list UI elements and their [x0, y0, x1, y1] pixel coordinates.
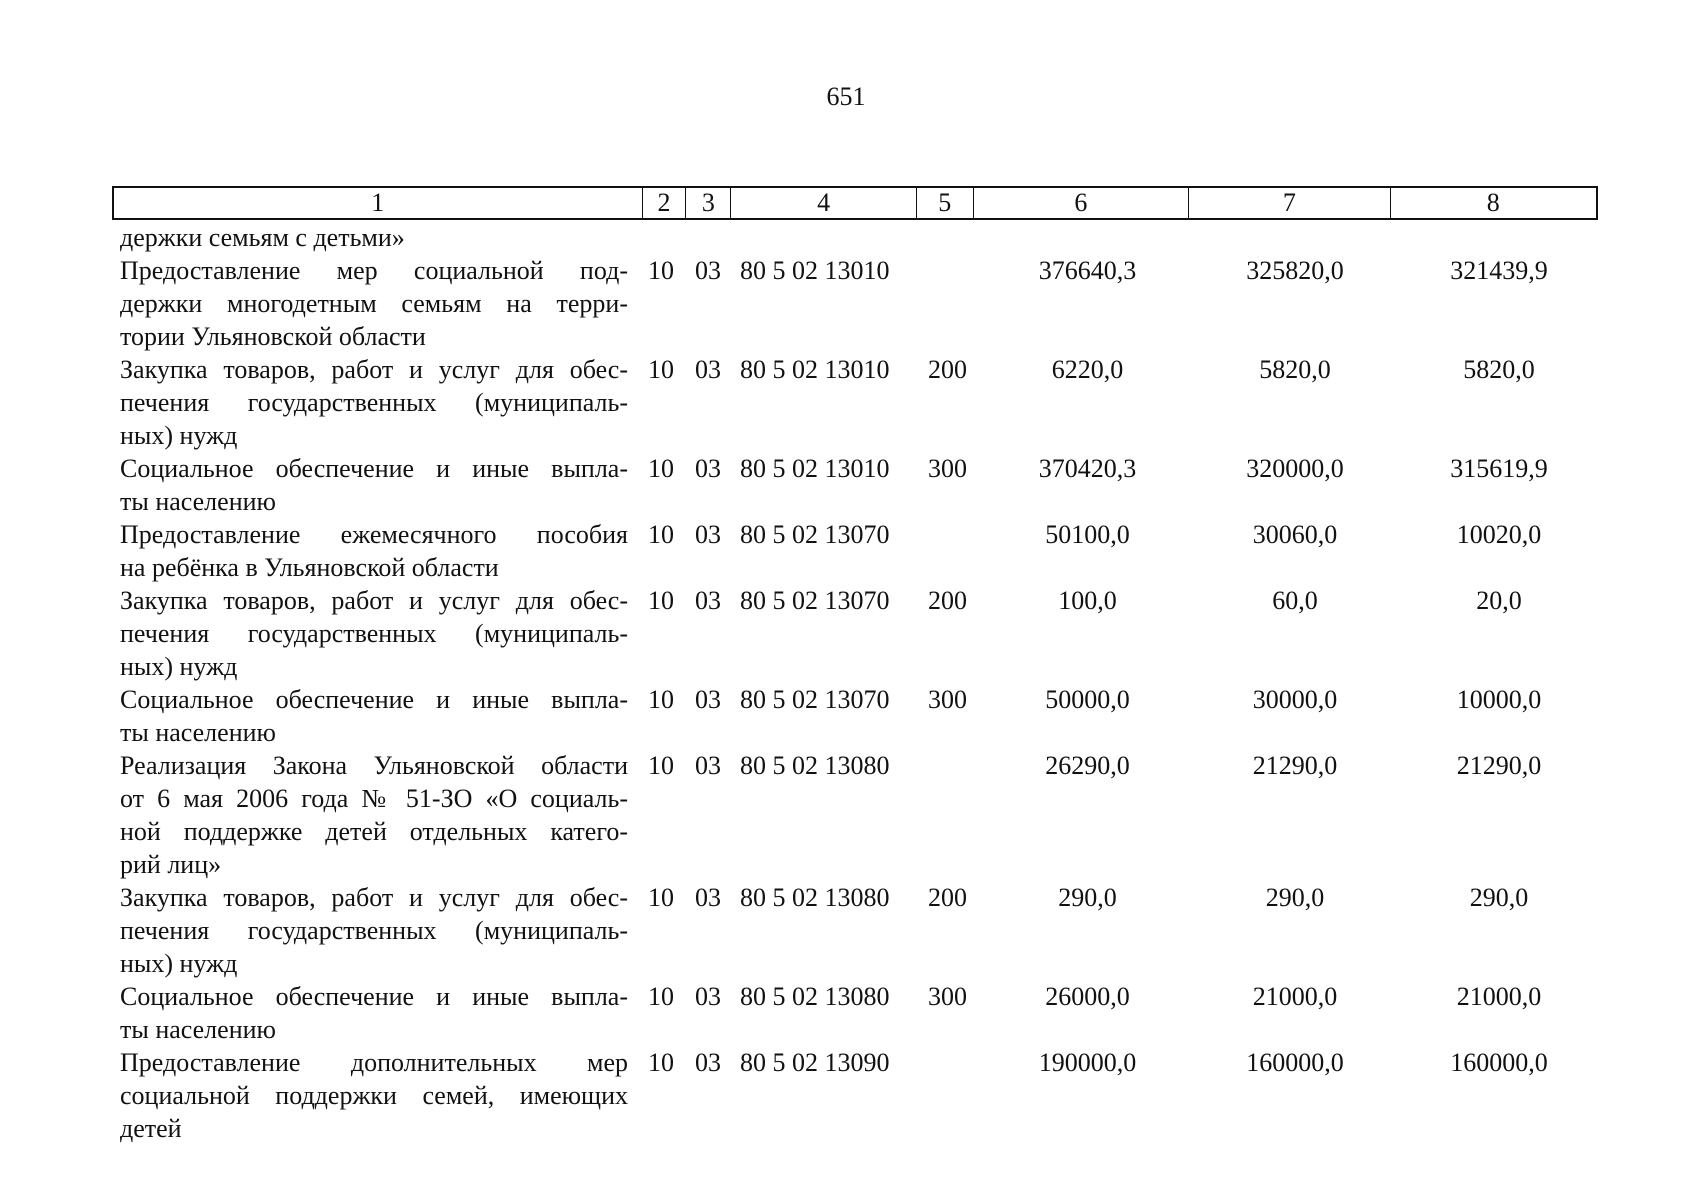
cell-col-4: 80 5 02 13070	[740, 586, 890, 615]
cell-col-8: 10000,0	[1456, 685, 1542, 714]
cell-col-7: 60,0	[1272, 586, 1318, 615]
cell-col-6: 50100,0	[1045, 520, 1130, 549]
cell-col-2: 10	[648, 685, 674, 714]
cell-col-5: 200	[928, 883, 967, 912]
description-line: рий лиц»	[120, 850, 222, 879]
cell-col-5: 300	[928, 982, 967, 1011]
cell-col-2: 10	[648, 355, 674, 384]
row-description	[120, 749, 628, 881]
description-line: ты населению	[120, 1015, 276, 1044]
description-line: Закупка товаров, работ и услуг для обес-	[120, 883, 628, 912]
description-line: Закупка товаров, работ и услуг для обес-	[120, 355, 628, 384]
cell-col-4: 80 5 02 13070	[740, 685, 890, 714]
table-row	[120, 353, 1600, 452]
description-line: печения государственных (муниципаль-	[120, 388, 628, 417]
table-row	[120, 881, 1600, 980]
description-line: держки многодетным семьям на терри-	[120, 289, 628, 318]
table-row	[120, 1046, 1600, 1145]
cell-col-3: 03	[695, 751, 721, 780]
cell-col-2: 10	[648, 520, 674, 549]
description-line: ных) нужд	[120, 652, 238, 681]
description-line: детей	[120, 1114, 182, 1143]
cell-col-8: 315619,9	[1450, 454, 1548, 483]
cell-col-2: 10	[648, 256, 674, 285]
description-line: печения государственных (муниципаль-	[120, 916, 628, 945]
cell-col-7: 5820,0	[1259, 355, 1331, 384]
cell-col-6: 26000,0	[1045, 982, 1130, 1011]
cell-col-8: 5820,0	[1463, 355, 1535, 384]
header-col-5: 5	[917, 188, 974, 218]
description-line: от 6 мая 2006 года № 51-ЗО «О социаль-	[120, 784, 628, 813]
table-row	[120, 749, 1600, 881]
row-description	[120, 1046, 628, 1145]
cell-col-7: 290,0	[1265, 883, 1325, 912]
cell-col-7: 21290,0	[1252, 751, 1338, 780]
cell-col-3: 03	[695, 454, 721, 483]
cell-col-2: 10	[648, 982, 674, 1011]
cell-col-8: 10020,0	[1456, 520, 1542, 549]
description-line: социальной поддержки семей, имеющих	[120, 1081, 628, 1110]
row-description	[120, 254, 628, 353]
continuation-row	[120, 221, 1600, 254]
cell-col-8: 21290,0	[1456, 751, 1542, 780]
cell-col-6: 26290,0	[1045, 751, 1130, 780]
cell-col-7: 30000,0	[1252, 685, 1338, 714]
cell-col-7: 325820,0	[1246, 256, 1344, 285]
row-description	[120, 881, 628, 980]
cell-col-7: 160000,0	[1246, 1048, 1344, 1077]
cell-col-3: 03	[695, 586, 721, 615]
cell-col-7: 21000,0	[1252, 982, 1338, 1011]
cell-col-8: 20,0	[1476, 586, 1522, 615]
cell-col-5: 300	[928, 454, 967, 483]
cell-col-4: 80 5 02 13070	[740, 520, 890, 549]
header-col-4: 4	[731, 188, 917, 218]
description-line: Предоставление ежемесячного пособия	[120, 520, 628, 549]
description-line: ты населению	[120, 718, 276, 747]
table-row	[120, 980, 1600, 1046]
cell-col-3: 03	[695, 982, 721, 1011]
description-line: ных) нужд	[120, 421, 238, 450]
cell-col-6: 190000,0	[1038, 1048, 1137, 1077]
cell-col-2: 10	[648, 586, 674, 615]
cell-col-6: 376640,3	[1038, 256, 1137, 285]
cell-col-7: 320000,0	[1246, 454, 1344, 483]
cell-col-8: 21000,0	[1456, 982, 1542, 1011]
header-col-7: 7	[1189, 188, 1390, 218]
description-line: Предоставление дополнительных мер	[120, 1048, 628, 1077]
cell-col-6: 370420,3	[1038, 454, 1137, 483]
cell-col-2: 10	[648, 883, 674, 912]
description-line: Социальное обеспечение и иные выпла-	[120, 982, 628, 1011]
header-col-8: 8	[1486, 188, 1500, 217]
cell-col-6: 290,0	[1058, 883, 1117, 912]
header-col-3: 3	[686, 188, 731, 218]
table-rows	[120, 254, 1600, 1145]
cell-col-3: 03	[695, 520, 721, 549]
header-col-1: 1	[114, 188, 643, 218]
cell-col-4: 80 5 02 13010	[740, 256, 890, 285]
table-row	[120, 254, 1600, 353]
cell-col-5: 200	[928, 586, 967, 615]
row-description	[120, 353, 628, 452]
cell-col-6: 100,0	[1058, 586, 1117, 615]
cell-col-8: 160000,0	[1450, 1048, 1548, 1077]
cell-col-2: 10	[648, 454, 674, 483]
row-description	[120, 518, 628, 584]
cell-col-3: 03	[695, 355, 721, 384]
description-line: тории Ульяновской области	[120, 322, 426, 351]
cell-col-4: 80 5 02 13010	[740, 454, 890, 483]
description-line: печения государственных (муниципаль-	[120, 619, 628, 648]
cell-col-7: 30060,0	[1252, 520, 1338, 549]
cell-col-4: 80 5 02 13080	[740, 982, 890, 1011]
table-row	[120, 518, 1600, 584]
cell-col-8: 290,0	[1469, 883, 1529, 912]
cell-col-4: 80 5 02 13090	[740, 1048, 890, 1077]
cell-col-6: 50000,0	[1045, 685, 1130, 714]
cell-col-4: 80 5 02 13080	[740, 751, 890, 780]
cell-col-5: 200	[928, 355, 967, 384]
description-line: Предоставление мер социальной под-	[120, 256, 628, 285]
description-line: на ребёнка в Ульяновской области	[120, 553, 499, 582]
cell-col-3: 03	[695, 256, 721, 285]
row-description	[120, 683, 628, 749]
description-line: Социальное обеспечение и иные выпла-	[120, 685, 628, 714]
description-line: Реализация Закона Ульяновской области	[120, 751, 628, 780]
description-line: Социальное обеспечение и иные выпла-	[120, 454, 628, 483]
cell-col-2: 10	[648, 1048, 674, 1077]
description-line: ной поддержке детей отдельных катего-	[120, 817, 628, 846]
page-number: 651	[826, 82, 866, 111]
table-row	[120, 452, 1600, 518]
row-description	[120, 980, 628, 1046]
row-description	[120, 584, 628, 683]
header-col-2: 2	[643, 188, 687, 218]
header-col-6: 6	[974, 188, 1189, 218]
cell-col-4: 80 5 02 13080	[740, 883, 890, 912]
table-body	[120, 221, 1600, 1145]
description-line: ты населению	[120, 487, 276, 516]
cell-col-5: 300	[928, 685, 967, 714]
cell-col-3: 03	[695, 685, 721, 714]
description-line: ных) нужд	[120, 949, 238, 978]
cell-col-8: 321439,9	[1450, 256, 1548, 285]
table-row	[120, 584, 1600, 683]
cell-col-4: 80 5 02 13010	[740, 355, 890, 384]
description-line: Закупка товаров, работ и услуг для обес-	[120, 586, 628, 615]
row-description	[120, 452, 628, 518]
table-row	[120, 683, 1600, 749]
cell-col-3: 03	[695, 1048, 721, 1077]
table-header	[112, 186, 1598, 220]
cell-col-2: 10	[648, 751, 674, 780]
cell-col-3: 03	[695, 883, 721, 912]
cell-col-6: 6220,0	[1051, 355, 1124, 384]
continuation-text: держки семьям с детьми»	[120, 223, 405, 252]
